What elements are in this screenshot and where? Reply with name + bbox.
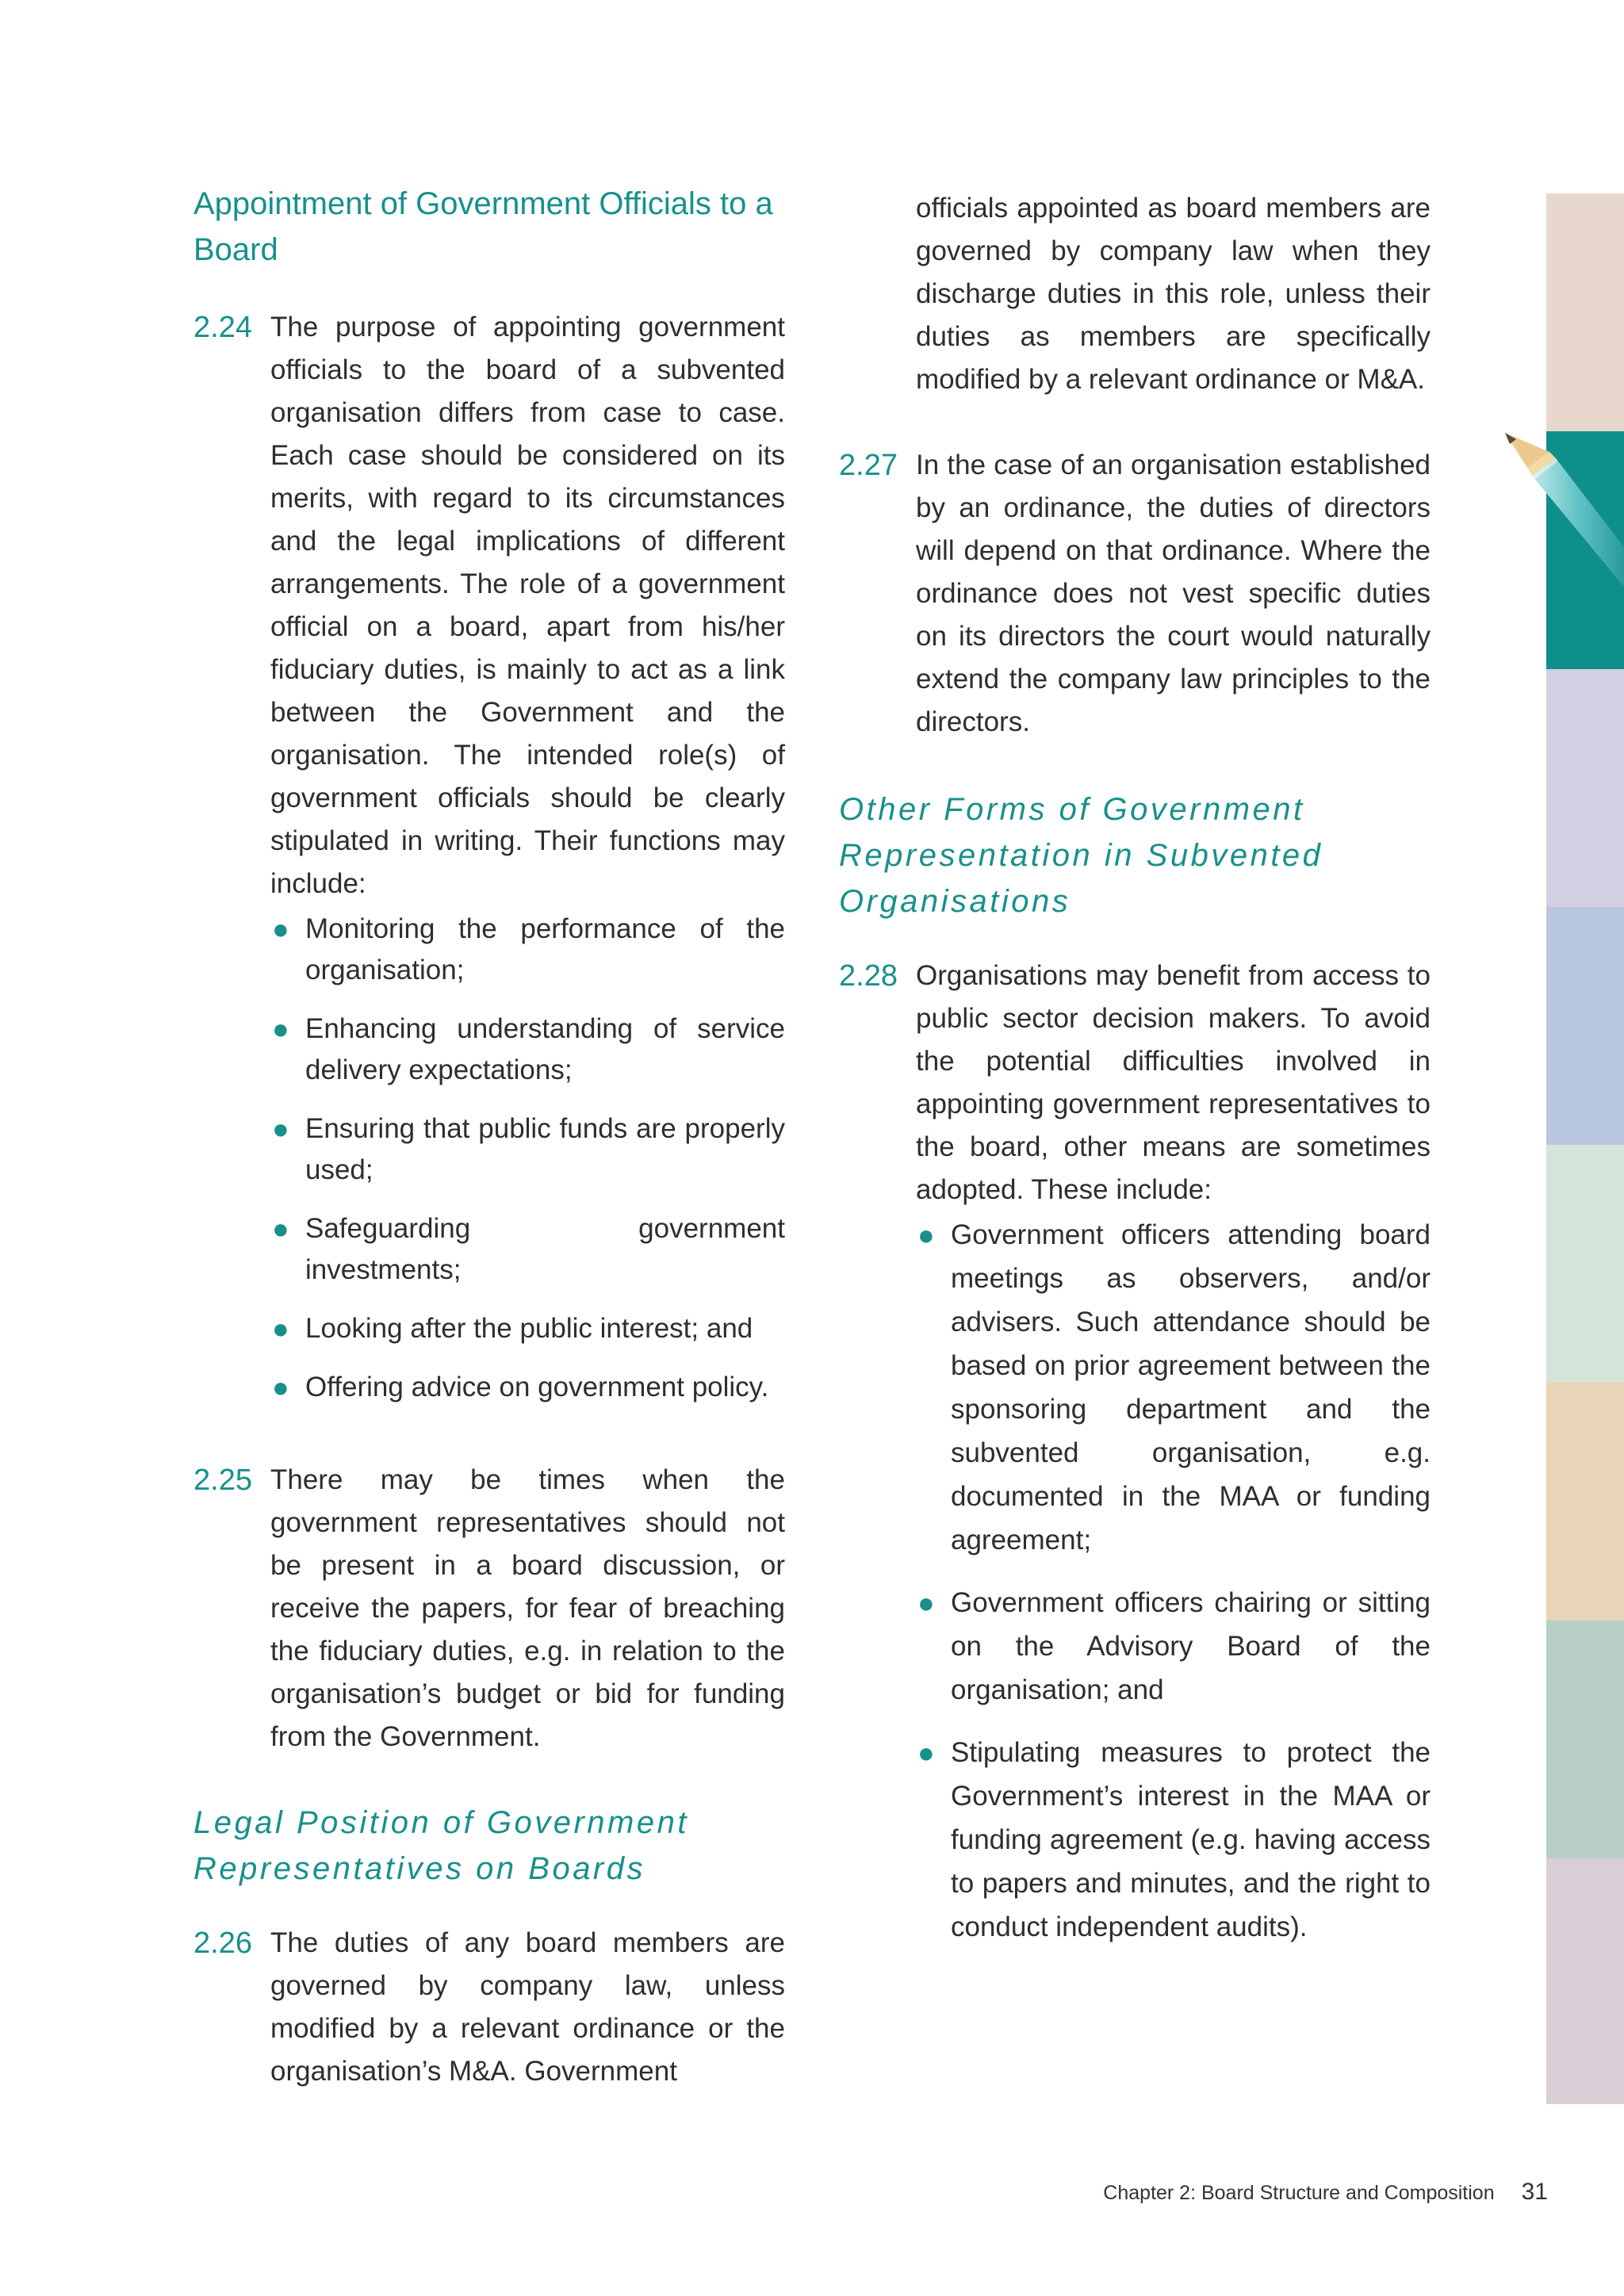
section-heading-other-forms: Other Forms of Government Representation in Subvented Organisations — [839, 792, 1323, 919]
bullet-dot: ● — [272, 1212, 289, 1245]
section-tab-7 — [1546, 1621, 1624, 1858]
section-heading-legal-position: Legal Position of Government Representatives on Boards — [193, 1805, 689, 1886]
section-tab-8 — [1546, 1858, 1624, 2104]
bullet-dot: ● — [272, 1112, 289, 1145]
section-tab-6 — [1546, 1383, 1624, 1621]
list-item: ● Looking after the public interest; and — [270, 1308, 785, 1349]
paragraph-2-24 — [193, 306, 785, 1408]
paragraph-number: 2.26 — [193, 1927, 252, 1960]
paragraph-2-25 — [193, 1459, 785, 1758]
bullet-dot: ● — [917, 1586, 935, 1619]
list-item: ● Government officers chairing or sitting on the Advisory Board of the organisation; and — [916, 1581, 1431, 1712]
list-item: ● Safeguarding government investments; — [270, 1208, 785, 1291]
paragraph-number: 2.28 — [839, 959, 898, 993]
paragraph-text: In the case of an organisation established by an ordinance, the duties of directors will depend on that ordinance. Where the ordinance does not vest specific duties on its directors the court would naturally extend the company law principles to the directors. — [916, 450, 1431, 737]
paragraph-number: 2.25 — [193, 1464, 252, 1497]
list-item: ● Offering advice on government policy. — [270, 1367, 785, 1408]
right-column — [839, 187, 1431, 1949]
section-heading-appointment: Appointment of Government Officials to a Board — [193, 186, 773, 267]
paragraph-2-26 — [193, 1922, 785, 2093]
section-tab-4 — [1546, 907, 1624, 1145]
pencil-icon — [1500, 428, 1624, 595]
left-column — [193, 181, 785, 2093]
list-item: ● Government officers attending board meetings as observers, and/or advisers. Such attendance should be based on prior agreement between the sponsoring department and the subvented organisation, e.g. documented in the MAA or funding agreement; — [916, 1213, 1431, 1562]
paragraph-text: Organisations may benefit from access to public sector decision makers. To avoid the potential difficulties involved in appointing government representatives to the board, other means are sometimes adopted. These include: — [916, 960, 1431, 1205]
chapter-title: Chapter 2: Board Structure and Composition — [1103, 2182, 1495, 2204]
bullet-dot: ● — [272, 1312, 289, 1345]
paragraph-text: The duties of any board members are governed by company law, unless modified by a relevant ordinance or the organisation’s M&A. Government — [270, 1927, 785, 2087]
bullet-dot: ● — [917, 1736, 935, 1769]
paragraph-2-27 — [839, 444, 1431, 744]
bullet-dot: ● — [917, 1219, 935, 1251]
page-footer — [1103, 2179, 1548, 2206]
functions-list — [270, 909, 785, 1408]
paragraph-number: 2.24 — [193, 311, 252, 344]
section-tab-3 — [1546, 669, 1624, 907]
section-tab-5 — [1546, 1145, 1624, 1383]
paragraph-2-28 — [839, 955, 1431, 1949]
bullet-dot: ● — [272, 1371, 289, 1403]
other-means-list — [916, 1213, 1431, 1949]
list-item: ● Stipulating measures to protect the Government’s interest in the MAA or funding agreement (e.g. having access to papers and minutes, and the right to conduct independent audits). — [916, 1731, 1431, 1949]
paragraph-number: 2.27 — [839, 449, 898, 482]
list-item: ● Monitoring the performance of the organisation; — [270, 909, 785, 991]
page-number: 31 — [1521, 2179, 1548, 2205]
bullet-dot: ● — [272, 1012, 289, 1045]
bullet-dot: ● — [272, 913, 289, 945]
list-item: ● Ensuring that public funds are properly used; — [270, 1108, 785, 1191]
paragraph-text: There may be times when the government representatives should not be present in a board discussion, or receive the papers, for fear of breaching the fiduciary duties, e.g. in relation to the organisation’s budget or bid for funding from the Government. — [270, 1464, 785, 1752]
list-item: ● Enhancing understanding of service delivery expectations; — [270, 1008, 785, 1091]
paragraph-2-26-continued: officials appointed as board members are governed by company law when they discharge duties in this role, unless their duties as members are specifically modified by a relevant ordinance or M&A. — [916, 193, 1431, 395]
section-tab-1 — [1546, 193, 1624, 431]
paragraph-text: The purpose of appointing government officials to the board of a subvented organisation differs from case to case. Each case should be considered on its merits, with regard to its circumstances and the legal implications of different arrangements. The role of a government official on a board, apart from his/her fiduciary duties, is mainly to act as a link between the Government and the organisation. The intended role(s) of government officials should be clearly stipulated in writing. Their functions may include: — [270, 312, 785, 899]
